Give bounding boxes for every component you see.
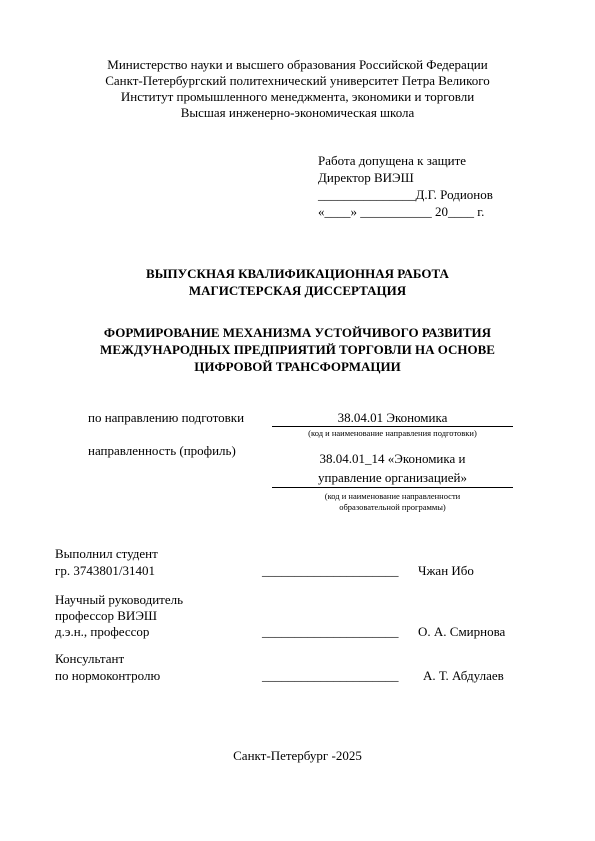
consultant-label-line2: по нормоконтролю (55, 668, 161, 683)
supervisor-label-line1: Научный руководитель (55, 592, 184, 607)
thesis-title-line3: ЦИФРОВОЙ ТРАНСФОРМАЦИИ (194, 359, 401, 374)
consultant-label-line1: Консультант (55, 651, 125, 666)
city-year: Санкт-Петербург -2025 (233, 748, 362, 763)
supervisor-signature: _____________________ (262, 624, 399, 639)
approval-date-line: «____» ___________ 20____ г. (318, 204, 485, 219)
profile-value-line2: управление организацией» (272, 470, 513, 488)
university-line: Санкт-Петербургский политехнический университет Петра Великого (105, 73, 490, 88)
student-label-line1: Выполнил студент (55, 546, 158, 561)
work-type-line2: МАГИСТЕРСКАЯ ДИССЕРТАЦИЯ (188, 283, 407, 298)
supervisor-label-line2: профессор ВИЭШ (55, 608, 158, 623)
institute-line: Институт промышленного менеджмента, экономики и торговли (120, 89, 475, 104)
ministry-line: Министерство науки и высшего образования Российской Федерации (107, 57, 488, 72)
profile-note-line1: (код и наименование направленности (324, 491, 461, 501)
student-name: Чжан Ибо (418, 563, 474, 578)
approval-signature-line: _______________Д.Г. Родионов (318, 187, 493, 202)
school-line: Высшая инженерно-экономическая школа (180, 105, 415, 120)
direction-label: по направлению подготовки (88, 410, 245, 425)
student-signature: _____________________ (262, 563, 399, 578)
student-label-line2: гр. 3743801/31401 (55, 563, 155, 578)
direction-note: (код и наименование направления подготовки) (308, 428, 477, 438)
profile-note-line2: образовательной программы) (339, 502, 446, 512)
approval-admitted: Работа допущена к защите (318, 153, 467, 168)
approval-position: Директор ВИЭШ (318, 170, 414, 185)
thesis-title-line1: ФОРМИРОВАНИЕ МЕХАНИЗМА УСТОЙЧИВОГО РАЗВИТИЯ (103, 325, 492, 340)
consultant-name: А. Т. Абдулаев (423, 668, 504, 683)
direction-value: 38.04.01 Экономика (272, 410, 513, 427)
supervisor-name: О. А. Смирнова (418, 624, 506, 639)
consultant-signature: _____________________ (262, 668, 399, 683)
supervisor-label-line3: д.э.н., профессор (55, 624, 150, 639)
profile-value-line1: 38.04.01_14 «Экономика и (319, 451, 466, 466)
thesis-title-line2: МЕЖДУНАРОДНЫХ ПРЕДПРИЯТИЙ ТОРГОВЛИ НА ОСНОВЕ (100, 342, 495, 357)
work-type-line1: ВЫПУСКНАЯ КВАЛИФИКАЦИОННАЯ РАБОТА (146, 266, 449, 281)
profile-label: направленность (профиль) (88, 443, 236, 458)
